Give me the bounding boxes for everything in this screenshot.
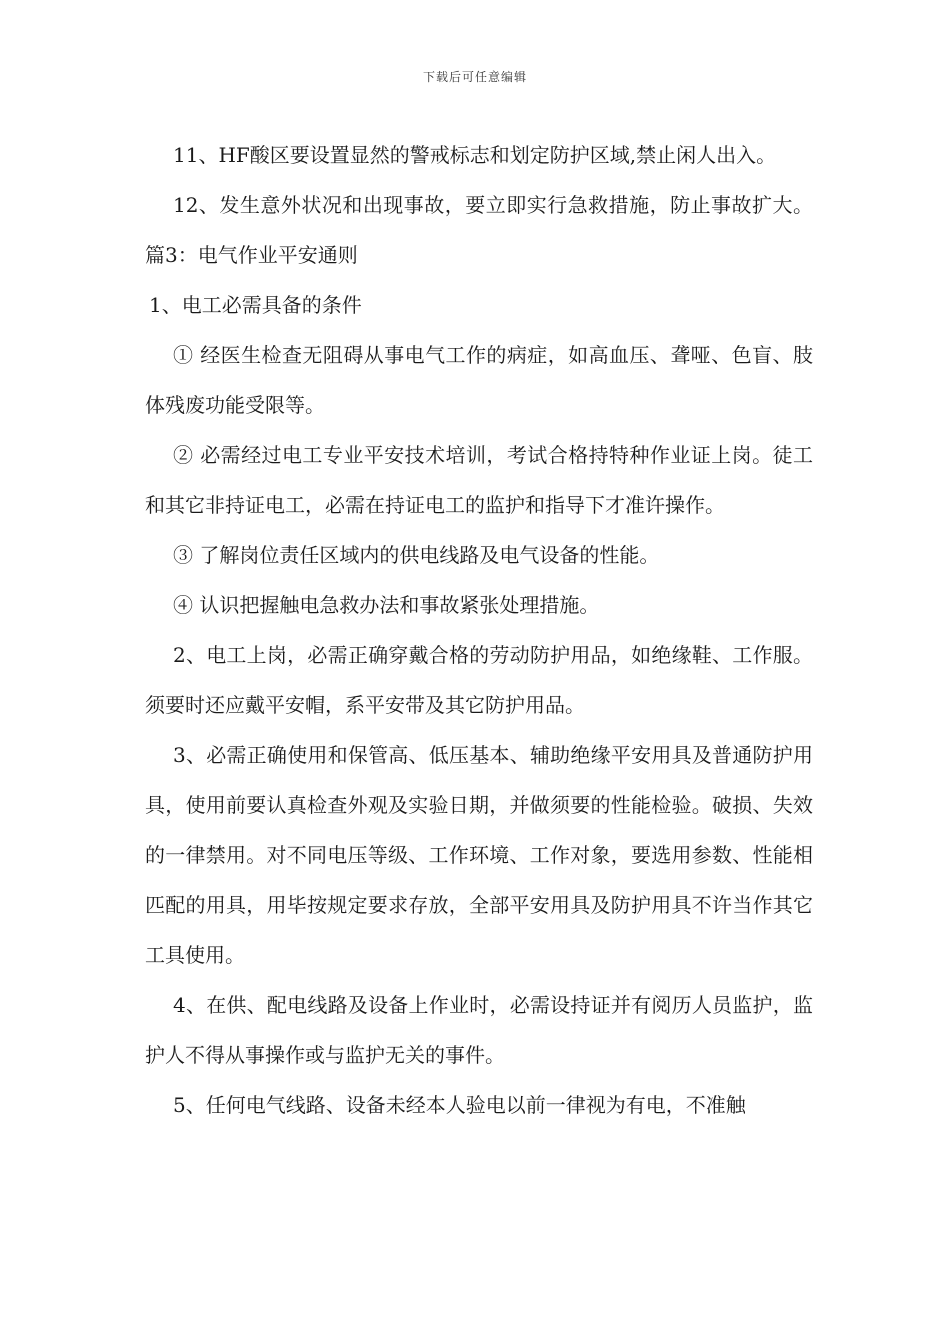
paragraph-2: 2、电工上岗，必需正确穿戴合格的劳动防护用品，如绝缘鞋、工作服。须要时还应戴平安帽，系平安带及其它防护用品。 bbox=[145, 643, 813, 717]
document-body bbox=[145, 130, 813, 1130]
paragraph-3: 3、必需正确使用和保管高、低压基本、辅助绝缘平安用具及普通防护用具，使用前要认真检查外观及实验日期，并做须要的性能检验。破损、失效的一律禁用。对不同电压等级、工作环境、工作对象，要选用参数、性能相匹配的用具，用毕按规定要求存放，全部平安用具及防护用具不许当作其它工具使用。 bbox=[145, 743, 813, 967]
page-header: 下载后可任意编辑 bbox=[422, 70, 527, 84]
list-item-2: ② 必需经过电工专业平安技术培训，考试合格持特种作业证上岗。徒工和其它非持证电工，必需在持证电工的监护和指导下才准许操作。 bbox=[145, 443, 813, 517]
list-item-3: ③ 了解岗位责任区域内的供电线路及电气设备的性能。 bbox=[173, 543, 660, 567]
list-item-4: ④ 认识把握触电急救办法和事故紧张处理措施。 bbox=[173, 593, 600, 617]
paragraph-4: 4、在供、配电线路及设备上作业时，必需设持证并有阅历人员监护，监护人不得从事操作或与监护无关的事件。 bbox=[145, 993, 813, 1067]
paragraph-11: 11、HF酸区要设置显然的警戒标志和划定防护区域,禁止闲人出入。 bbox=[173, 143, 777, 167]
list-item-1: ① 经医生检查无阻碍从事电气工作的病症，如高血压、聋哑、色盲、肢体残废功能受限等。 bbox=[145, 343, 813, 417]
paragraph-5: 5、任何电气线路、设备未经本人验电以前一律视为有电，不准触 bbox=[173, 1093, 746, 1117]
section-heading-1: 1、电工必需具备的条件 bbox=[149, 293, 362, 317]
paragraph-12: 12、发生意外状况和出现事故，要立即实行急救措施，防止事故扩大。篇3：电气作业平安通则 bbox=[145, 193, 813, 267]
